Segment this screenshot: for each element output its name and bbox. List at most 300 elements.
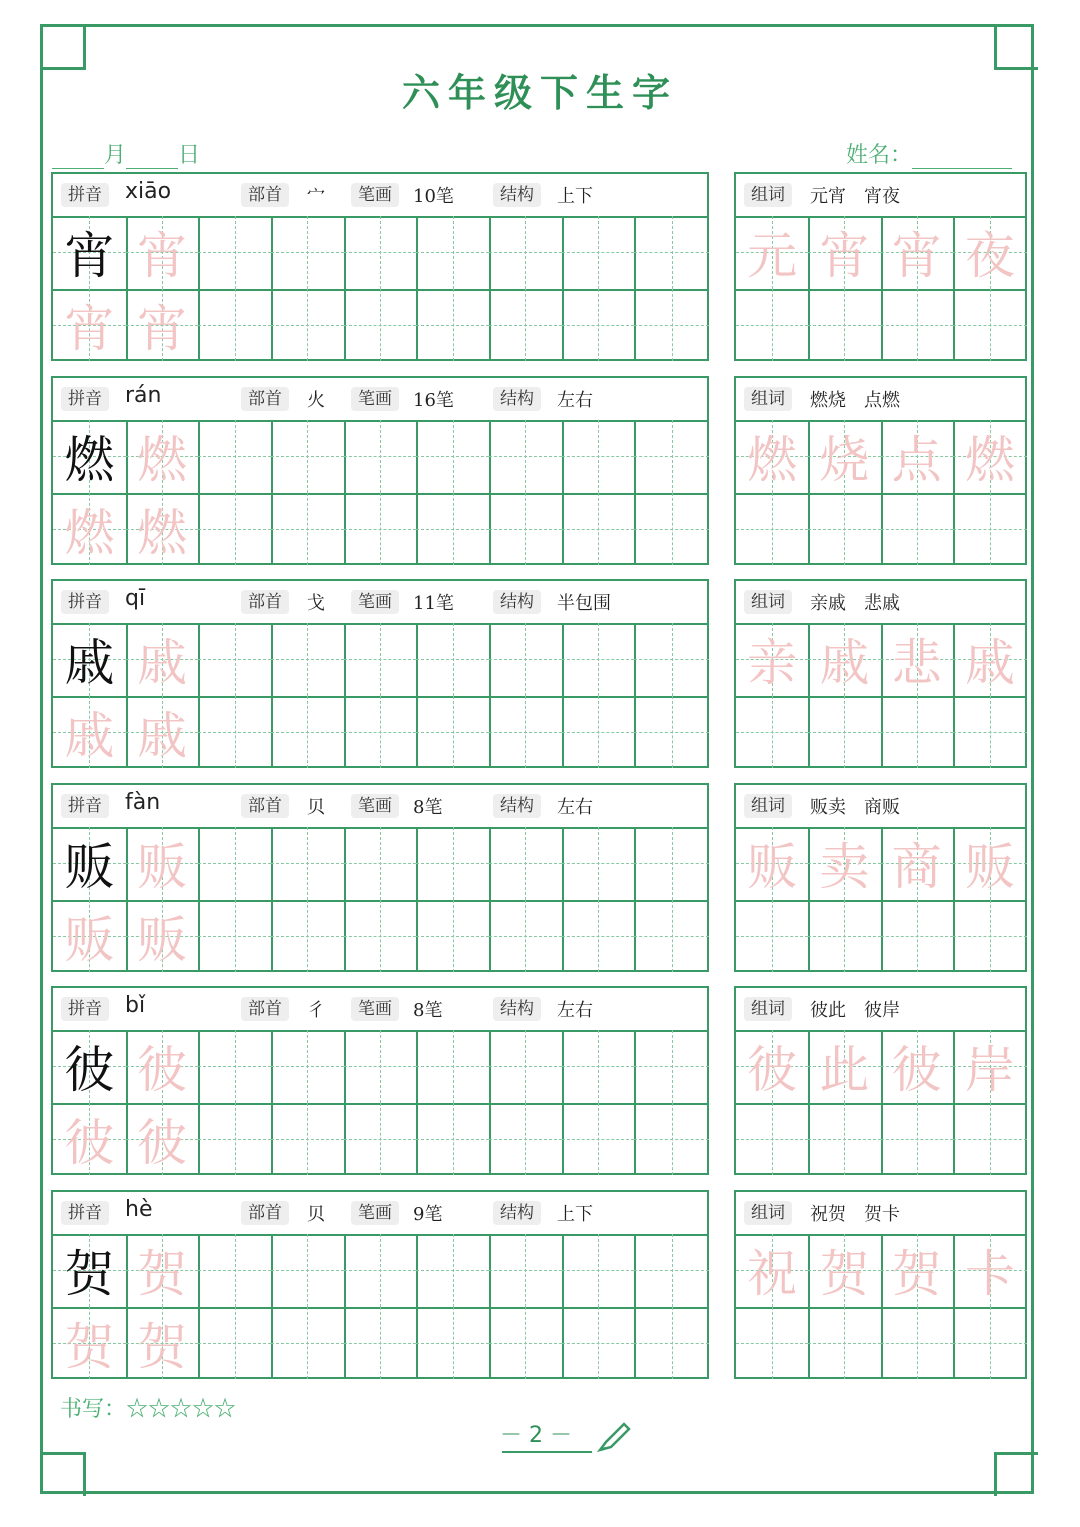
tian-grid-cell[interactable] xyxy=(271,900,346,973)
radical-value: 贝 xyxy=(307,797,325,818)
trace-character: 彼 xyxy=(136,1113,187,1172)
tian-grid-cell[interactable] xyxy=(271,420,346,495)
writing-grid xyxy=(53,1030,707,1173)
tian-grid-cell[interactable] xyxy=(562,1234,637,1309)
tian-grid-cell[interactable] xyxy=(489,1234,564,1309)
structure-value: 上下 xyxy=(557,1204,593,1225)
words-card xyxy=(734,1190,1027,1379)
trace-character: 戚 xyxy=(136,706,187,765)
model-character: 贺 xyxy=(64,1245,115,1304)
tian-grid-cell[interactable] xyxy=(126,420,201,495)
tian-grid-cell[interactable] xyxy=(736,1103,810,1176)
tian-grid-cell[interactable] xyxy=(808,696,882,769)
day-label: 日 xyxy=(178,143,201,168)
tian-grid-cell[interactable] xyxy=(736,216,810,291)
tian-grid-cell[interactable] xyxy=(562,827,637,902)
tian-grid-cell[interactable] xyxy=(736,827,810,902)
tian-grid-cell[interactable] xyxy=(126,493,201,566)
tian-grid-cell[interactable] xyxy=(736,1307,810,1380)
trace-character: 贩 xyxy=(64,910,115,969)
tian-grid-cell[interactable] xyxy=(53,696,128,769)
trace-word-character: 元 xyxy=(747,227,798,286)
words-grid xyxy=(736,827,1025,970)
page-title: 六年级下生字 xyxy=(401,71,678,115)
tian-grid-cell[interactable] xyxy=(126,696,201,769)
tian-grid-cell[interactable] xyxy=(53,827,128,902)
tian-grid-cell[interactable] xyxy=(808,493,882,566)
pinyin-value: fàn xyxy=(125,790,161,815)
tian-grid-cell[interactable] xyxy=(881,900,955,973)
model-character: 宵 xyxy=(64,227,115,286)
words-label: 组词 xyxy=(744,1201,792,1225)
tian-grid-cell[interactable] xyxy=(562,623,637,698)
tian-grid-cell[interactable] xyxy=(126,1030,201,1105)
trace-word-character: 宵 xyxy=(891,227,942,286)
trace-character: 宵 xyxy=(64,299,115,358)
tian-grid-cell[interactable] xyxy=(953,1103,1027,1176)
words-label: 组词 xyxy=(744,387,792,411)
tian-grid-cell[interactable] xyxy=(881,289,955,362)
strokes-value: 16笔 xyxy=(413,390,454,411)
tian-grid-cell[interactable] xyxy=(198,827,273,902)
tian-grid-cell[interactable] xyxy=(416,827,491,902)
strokes-label: 笔画 xyxy=(351,1201,399,1225)
date-line xyxy=(52,138,200,169)
trace-word-character: 戚 xyxy=(964,634,1015,693)
rating-stars[interactable]: ☆☆☆☆☆ xyxy=(126,1397,237,1422)
tian-grid-cell[interactable] xyxy=(126,1307,201,1380)
tian-grid-cell[interactable] xyxy=(53,420,128,495)
model-character: 燃 xyxy=(64,431,115,490)
tian-grid-cell[interactable] xyxy=(489,1030,564,1105)
tian-grid-cell[interactable] xyxy=(126,827,201,902)
pinyin-label: 拼音 xyxy=(61,997,109,1021)
char-card xyxy=(51,1190,709,1379)
name-field xyxy=(846,138,1012,169)
words-header xyxy=(736,378,1025,422)
tian-grid-cell[interactable] xyxy=(416,623,491,698)
tian-grid-cell[interactable] xyxy=(271,827,346,902)
tian-grid-cell[interactable] xyxy=(634,493,709,566)
trace-word-character: 彼 xyxy=(747,1041,798,1100)
trace-character: 燃 xyxy=(136,503,187,562)
words-card xyxy=(734,783,1027,972)
tian-grid-cell[interactable] xyxy=(489,420,564,495)
name-blank[interactable] xyxy=(912,146,1012,169)
char-info-header xyxy=(53,988,707,1032)
tian-grid-cell[interactable] xyxy=(634,1030,709,1105)
tian-grid-cell[interactable] xyxy=(562,289,637,362)
tian-grid-cell[interactable] xyxy=(953,900,1027,973)
tian-grid-cell[interactable] xyxy=(634,216,709,291)
tian-grid-cell[interactable] xyxy=(953,1307,1027,1380)
tian-grid-cell[interactable] xyxy=(126,623,201,698)
tian-grid-cell[interactable] xyxy=(489,1103,564,1176)
tian-grid-cell[interactable] xyxy=(634,900,709,973)
tian-grid-cell[interactable] xyxy=(634,696,709,769)
tian-grid-cell[interactable] xyxy=(736,493,810,566)
tian-grid-cell[interactable] xyxy=(53,1030,128,1105)
words-card xyxy=(734,579,1027,768)
tian-grid-cell[interactable] xyxy=(416,696,491,769)
tian-grid-cell[interactable] xyxy=(489,289,564,362)
trace-word-character: 夜 xyxy=(964,227,1015,286)
trace-word-character: 商 xyxy=(891,838,942,897)
tian-grid-cell[interactable] xyxy=(634,1234,709,1309)
trace-word-character: 燃 xyxy=(964,431,1015,490)
tian-grid-cell[interactable] xyxy=(562,1030,637,1105)
pinyin-value: rán xyxy=(125,383,162,408)
tian-grid-cell[interactable] xyxy=(489,696,564,769)
words-value: 彼此 彼岸 xyxy=(810,1000,900,1021)
tian-grid-cell[interactable] xyxy=(562,1307,637,1380)
tian-grid-cell[interactable] xyxy=(416,900,491,973)
tian-grid-cell[interactable] xyxy=(416,1307,491,1380)
structure-label: 结构 xyxy=(493,1201,541,1225)
tian-grid-cell[interactable] xyxy=(344,1307,419,1380)
tian-grid-cell[interactable] xyxy=(808,1030,882,1105)
tian-grid-cell[interactable] xyxy=(634,827,709,902)
radical-value: 戈 xyxy=(307,593,325,614)
radical-value: 火 xyxy=(307,390,325,411)
trace-character: 燃 xyxy=(64,503,115,562)
words-label: 组词 xyxy=(744,794,792,818)
corner-ornament xyxy=(994,1452,1038,1496)
structure-value: 上下 xyxy=(557,186,593,207)
trace-word-character: 贺 xyxy=(819,1245,870,1304)
words-grid xyxy=(736,1234,1025,1377)
pinyin-value: xiāo xyxy=(125,179,172,204)
char-card xyxy=(51,986,709,1175)
tian-grid-cell[interactable] xyxy=(344,900,419,973)
tian-grid-cell[interactable] xyxy=(271,1307,346,1380)
radical-label: 部首 xyxy=(241,794,289,818)
tian-grid-cell[interactable] xyxy=(881,1234,955,1309)
structure-value: 半包围 xyxy=(557,593,611,614)
tian-grid-cell[interactable] xyxy=(881,696,955,769)
tian-grid-cell[interactable] xyxy=(344,827,419,902)
tian-grid-cell[interactable] xyxy=(489,1307,564,1380)
writing-rating xyxy=(60,1392,236,1423)
tian-grid-cell[interactable] xyxy=(344,623,419,698)
trace-word-character: 此 xyxy=(819,1041,870,1100)
tian-grid-cell[interactable] xyxy=(344,289,419,362)
tian-grid-cell[interactable] xyxy=(198,1307,273,1380)
trace-word-character: 悲 xyxy=(891,634,942,693)
tian-grid-cell[interactable] xyxy=(634,289,709,362)
radical-value: 彳 xyxy=(307,1000,325,1021)
tian-grid-cell[interactable] xyxy=(736,623,810,698)
tian-grid-cell[interactable] xyxy=(562,900,637,973)
char-card xyxy=(51,376,709,565)
tian-grid-cell[interactable] xyxy=(126,289,201,362)
tian-grid-cell[interactable] xyxy=(808,827,882,902)
words-value: 元宵 宵夜 xyxy=(810,186,900,207)
structure-label: 结构 xyxy=(493,590,541,614)
structure-label: 结构 xyxy=(493,794,541,818)
tian-grid-cell[interactable] xyxy=(53,289,128,362)
tian-grid-cell[interactable] xyxy=(271,696,346,769)
tian-grid-cell[interactable] xyxy=(126,1234,201,1309)
words-header xyxy=(736,174,1025,218)
tian-grid-cell[interactable] xyxy=(881,1103,955,1176)
radical-value: 宀 xyxy=(307,186,325,207)
trace-word-character: 彼 xyxy=(891,1041,942,1100)
day-blank[interactable] xyxy=(126,146,178,169)
tian-grid-cell[interactable] xyxy=(126,216,201,291)
radical-label: 部首 xyxy=(241,997,289,1021)
tian-grid-cell[interactable] xyxy=(198,216,273,291)
char-info-header xyxy=(53,785,707,829)
tian-grid-cell[interactable] xyxy=(198,696,273,769)
tian-grid-cell[interactable] xyxy=(198,900,273,973)
words-header xyxy=(736,785,1025,829)
radical-value: 贝 xyxy=(307,1204,325,1225)
tian-grid-cell[interactable] xyxy=(416,289,491,362)
tian-grid-cell[interactable] xyxy=(271,1234,346,1309)
tian-grid-cell[interactable] xyxy=(489,493,564,566)
words-header xyxy=(736,988,1025,1032)
words-grid xyxy=(736,1030,1025,1173)
tian-grid-cell[interactable] xyxy=(881,216,955,291)
tian-grid-cell[interactable] xyxy=(736,289,810,362)
char-card xyxy=(51,783,709,972)
model-character: 彼 xyxy=(64,1041,115,1100)
trace-word-character: 烧 xyxy=(819,431,870,490)
tian-grid-cell[interactable] xyxy=(953,1030,1027,1105)
tian-grid-cell[interactable] xyxy=(344,493,419,566)
radical-label: 部首 xyxy=(241,387,289,411)
tian-grid-cell[interactable] xyxy=(271,493,346,566)
radical-label: 部首 xyxy=(241,1201,289,1225)
tian-grid-cell[interactable] xyxy=(489,827,564,902)
tian-grid-cell[interactable] xyxy=(562,216,637,291)
tian-grid-cell[interactable] xyxy=(489,216,564,291)
tian-grid-cell[interactable] xyxy=(808,623,882,698)
tian-grid-cell[interactable] xyxy=(416,1030,491,1105)
tian-grid-cell[interactable] xyxy=(416,420,491,495)
corner-ornament xyxy=(42,1452,86,1496)
tian-grid-cell[interactable] xyxy=(562,696,637,769)
pinyin-value: bǐ xyxy=(125,993,146,1018)
tian-grid-cell[interactable] xyxy=(808,289,882,362)
trace-word-character: 戚 xyxy=(819,634,870,693)
tian-grid-cell[interactable] xyxy=(736,1234,810,1309)
tian-grid-cell[interactable] xyxy=(736,900,810,973)
tian-grid-cell[interactable] xyxy=(953,420,1027,495)
words-value: 祝贺 贺卡 xyxy=(810,1204,900,1225)
tian-grid-cell[interactable] xyxy=(198,420,273,495)
tian-grid-cell[interactable] xyxy=(808,1103,882,1176)
structure-value: 左右 xyxy=(557,797,593,818)
strokes-value: 8笔 xyxy=(413,797,443,818)
pinyin-label: 拼音 xyxy=(61,183,109,207)
tian-grid-cell[interactable] xyxy=(881,493,955,566)
words-value: 亲戚 悲戚 xyxy=(810,593,900,614)
month-blank[interactable] xyxy=(52,146,104,169)
tian-grid-cell[interactable] xyxy=(198,493,273,566)
words-grid xyxy=(736,216,1025,359)
tian-grid-cell[interactable] xyxy=(198,1103,273,1176)
strokes-label: 笔画 xyxy=(351,794,399,818)
trace-word-character: 贩 xyxy=(747,838,798,897)
trace-character: 彼 xyxy=(136,1041,187,1100)
structure-label: 结构 xyxy=(493,997,541,1021)
page-number: － 2 － xyxy=(500,1423,572,1448)
char-info-header xyxy=(53,378,707,422)
tian-grid-cell[interactable] xyxy=(126,1103,201,1176)
tian-grid-cell[interactable] xyxy=(881,827,955,902)
tian-grid-cell[interactable] xyxy=(344,1234,419,1309)
tian-grid-cell[interactable] xyxy=(126,900,201,973)
tian-grid-cell[interactable] xyxy=(953,1234,1027,1309)
trace-word-character: 卖 xyxy=(819,838,870,897)
strokes-value: 11笔 xyxy=(413,593,454,614)
tian-grid-cell[interactable] xyxy=(953,827,1027,902)
trace-word-character: 宵 xyxy=(819,227,870,286)
structure-label: 结构 xyxy=(493,183,541,207)
tian-grid-cell[interactable] xyxy=(953,216,1027,291)
tian-grid-cell[interactable] xyxy=(198,1030,273,1105)
tian-grid-cell[interactable] xyxy=(881,420,955,495)
tian-grid-cell[interactable] xyxy=(808,1307,882,1380)
tian-grid-cell[interactable] xyxy=(53,1234,128,1309)
strokes-value: 10笔 xyxy=(413,186,454,207)
tian-grid-cell[interactable] xyxy=(736,420,810,495)
tian-grid-cell[interactable] xyxy=(808,900,882,973)
pinyin-value: hè xyxy=(125,1197,153,1222)
trace-character: 戚 xyxy=(64,706,115,765)
tian-grid-cell[interactable] xyxy=(881,623,955,698)
tian-grid-cell[interactable] xyxy=(198,289,273,362)
trace-word-character: 燃 xyxy=(747,431,798,490)
tian-grid-cell[interactable] xyxy=(416,1103,491,1176)
trace-character: 彼 xyxy=(64,1113,115,1172)
trace-character: 戚 xyxy=(136,634,187,693)
tian-grid-cell[interactable] xyxy=(271,623,346,698)
words-label: 组词 xyxy=(744,590,792,614)
words-value: 燃烧 点燃 xyxy=(810,390,900,411)
tian-grid-cell[interactable] xyxy=(53,493,128,566)
trace-character: 贺 xyxy=(136,1317,187,1376)
tian-grid-cell[interactable] xyxy=(344,1030,419,1105)
trace-word-character: 点 xyxy=(891,431,942,490)
radical-label: 部首 xyxy=(241,590,289,614)
tian-grid-cell[interactable] xyxy=(562,493,637,566)
char-info-header xyxy=(53,174,707,218)
tian-grid-cell[interactable] xyxy=(736,696,810,769)
tian-grid-cell[interactable] xyxy=(198,1234,273,1309)
trace-word-character: 亲 xyxy=(747,634,798,693)
radical-label: 部首 xyxy=(241,183,289,207)
writing-label: 书写： xyxy=(60,1397,127,1422)
tian-grid-cell[interactable] xyxy=(634,420,709,495)
tian-grid-cell[interactable] xyxy=(198,623,273,698)
strokes-label: 笔画 xyxy=(351,387,399,411)
trace-character: 燃 xyxy=(136,431,187,490)
tian-grid-cell[interactable] xyxy=(736,1030,810,1105)
char-card xyxy=(51,172,709,361)
tian-grid-cell[interactable] xyxy=(53,900,128,973)
tian-grid-cell[interactable] xyxy=(953,623,1027,698)
words-grid xyxy=(736,623,1025,766)
tian-grid-cell[interactable] xyxy=(416,216,491,291)
model-character: 贩 xyxy=(64,838,115,897)
trace-character: 贺 xyxy=(136,1245,187,1304)
tian-grid-cell[interactable] xyxy=(489,623,564,698)
trace-character: 贩 xyxy=(136,838,187,897)
tian-grid-cell[interactable] xyxy=(881,1307,955,1380)
words-header xyxy=(736,581,1025,625)
writing-grid xyxy=(53,1234,707,1377)
trace-word-character: 岸 xyxy=(964,1041,1015,1100)
pinyin-label: 拼音 xyxy=(61,794,109,818)
tian-grid-cell[interactable] xyxy=(271,216,346,291)
tian-grid-cell[interactable] xyxy=(416,1234,491,1309)
strokes-label: 笔画 xyxy=(351,997,399,1021)
pinyin-label: 拼音 xyxy=(61,1201,109,1225)
pinyin-label: 拼音 xyxy=(61,590,109,614)
tian-grid-cell[interactable] xyxy=(344,696,419,769)
tian-grid-cell[interactable] xyxy=(344,216,419,291)
writing-grid xyxy=(53,623,707,766)
tian-grid-cell[interactable] xyxy=(953,696,1027,769)
strokes-label: 笔画 xyxy=(351,183,399,207)
trace-word-character: 贩 xyxy=(964,838,1015,897)
tian-grid-cell[interactable] xyxy=(634,1307,709,1380)
words-header xyxy=(736,1192,1025,1236)
tian-grid-cell[interactable] xyxy=(881,1030,955,1105)
words-card xyxy=(734,986,1027,1175)
trace-character: 贩 xyxy=(136,910,187,969)
model-character: 戚 xyxy=(64,634,115,693)
tian-grid-cell[interactable] xyxy=(271,1030,346,1105)
trace-word-character: 贺 xyxy=(891,1245,942,1304)
structure-value: 左右 xyxy=(557,390,593,411)
trace-character: 宵 xyxy=(136,299,187,358)
trace-word-character: 祝 xyxy=(747,1245,798,1304)
tian-grid-cell[interactable] xyxy=(808,216,882,291)
strokes-label: 笔画 xyxy=(351,590,399,614)
strokes-value: 8笔 xyxy=(413,1000,443,1021)
trace-word-character: 卡 xyxy=(964,1245,1015,1304)
tian-grid-cell[interactable] xyxy=(489,900,564,973)
tian-grid-cell[interactable] xyxy=(808,420,882,495)
writing-grid xyxy=(53,216,707,359)
tian-grid-cell[interactable] xyxy=(634,623,709,698)
tian-grid-cell[interactable] xyxy=(562,420,637,495)
strokes-value: 9笔 xyxy=(413,1204,443,1225)
tian-grid-cell[interactable] xyxy=(344,420,419,495)
tian-grid-cell[interactable] xyxy=(562,1103,637,1176)
tian-grid-cell[interactable] xyxy=(271,289,346,362)
tian-grid-cell[interactable] xyxy=(271,1103,346,1176)
tian-grid-cell[interactable] xyxy=(953,289,1027,362)
tian-grid-cell[interactable] xyxy=(634,1103,709,1176)
tian-grid-cell[interactable] xyxy=(53,216,128,291)
char-card xyxy=(51,579,709,768)
tian-grid-cell[interactable] xyxy=(344,1103,419,1176)
tian-grid-cell[interactable] xyxy=(416,493,491,566)
tian-grid-cell[interactable] xyxy=(808,1234,882,1309)
tian-grid-cell[interactable] xyxy=(953,493,1027,566)
tian-grid-cell[interactable] xyxy=(53,1103,128,1176)
words-label: 组词 xyxy=(744,997,792,1021)
tian-grid-cell[interactable] xyxy=(53,623,128,698)
char-info-header xyxy=(53,1192,707,1236)
tian-grid-cell[interactable] xyxy=(53,1307,128,1380)
writing-grid xyxy=(53,420,707,563)
